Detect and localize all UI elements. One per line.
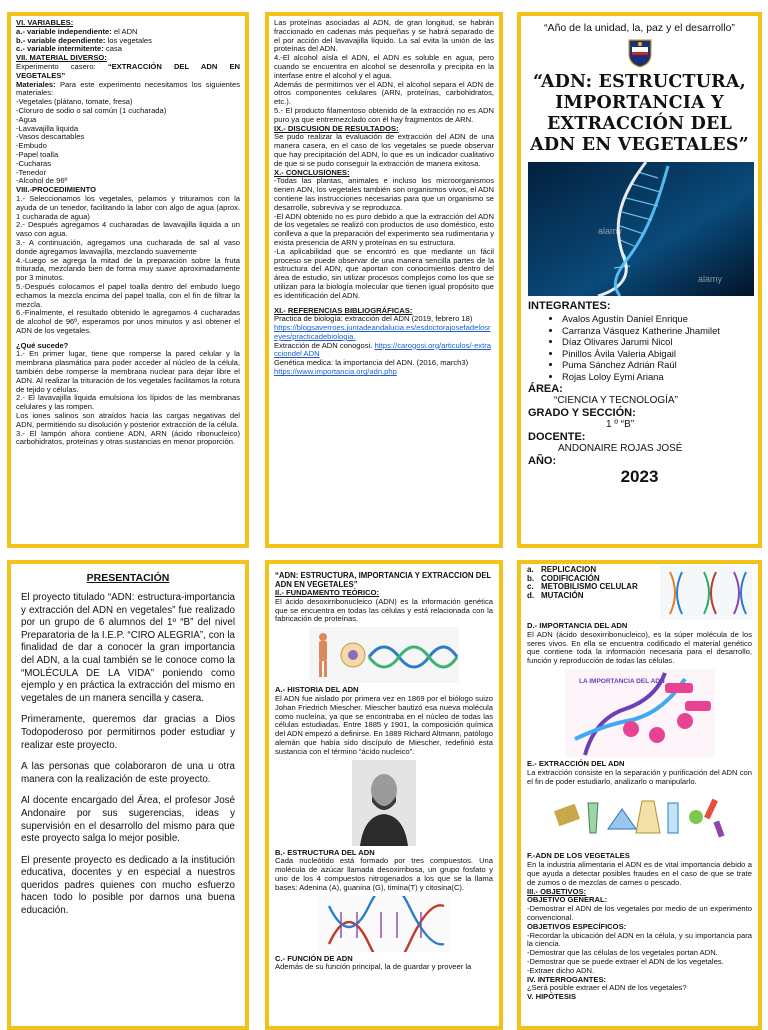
material-item: -Vegetales (plátano, tomate, fresa) bbox=[16, 97, 133, 107]
discussion-heading: IX.- DISCUSION DE RESULTADOS: bbox=[274, 123, 399, 133]
presentation-paragraph: A las personas que colaboraron de una u otra manera con la realización de este proyecto. bbox=[21, 761, 235, 785]
school-shield-icon bbox=[627, 38, 653, 68]
procedure-step: 2.- Después agregamos 4 cucharadas de lavavajilla liquida a un vaso con agua. bbox=[16, 220, 240, 239]
cover-title: “ADN: ESTRUCTURA, IMPORTANCIA Y EXTRACCIÓN DEL ADN EN VEGETALES” bbox=[530, 72, 749, 155]
experiment-label: Experimento casero: bbox=[16, 61, 108, 71]
reference-2-text: Extracción de ADN conogosi. bbox=[274, 340, 375, 350]
material-item: -Cucharas bbox=[16, 158, 52, 168]
what-happens-item: Los iones salinos son atraídos hacia las cargas negativas del ADN, permitiendo su disolución y posterior extracción de la célula. bbox=[16, 411, 240, 429]
objectives-heading: III.- OBJETIVOS: bbox=[527, 886, 587, 896]
functions-list bbox=[527, 566, 660, 620]
vegetables-heading: F.-ADN DE LOS VEGETALES bbox=[527, 851, 630, 861]
variables-heading: VI. VARIABLES: bbox=[16, 18, 74, 27]
history-text: El ADN fue aislado por primera vez en 1869 por el biólogo suizo Johan Friedrich Miescher. Miescher bautizó esa nueva molécula como nucleína, ya que se encontraba en el núcleo de todas las células estudiadas. Entre 1885 y 1901, la composición química del ADN empezó a definirse. En 1889 Richard Altmann, patólogo alemán que había sido discípulo de Miescher, redefinió esta sustancia con el término “ácido nucleico”. bbox=[275, 693, 493, 756]
theory-text: El ácido desoxirribonucleico (ADN) es la información genética que se encuentra en todas las células y está relacionada con la fabricación de proteínas. bbox=[275, 596, 493, 624]
material-item: -Lavavajilla liquida bbox=[16, 123, 79, 133]
dna-structure-diagram bbox=[319, 896, 449, 952]
discussion-text: Se pudo realizar la evaluación de extracción del ADN de una manera casera, en el caso de los vegetales se puede observar que hay precipitación del ADN, lo que es un indicador cualitativo de que si se pudo conseguir la extracción de manera exitosa. bbox=[274, 132, 494, 168]
materials-intro-text: Para este experimento necesitamos los siguientes materiales: bbox=[16, 79, 240, 98]
variable-value: casa bbox=[103, 44, 122, 54]
panel-theory bbox=[265, 560, 503, 1030]
what-happens-heading: ¿Qué sucede? bbox=[16, 340, 69, 350]
function-heading: C.- FUNCIÓN DE ADN bbox=[275, 953, 353, 963]
procedure-step: 6.-Finalmente, el resultado obtenido le agregamos 4 cucharadas de alcohol de 96º, esperamos por unos minutos y así obtener el ADN de los vegetales. bbox=[16, 308, 240, 335]
reference-1-link[interactable]: https://blogsaverroes.juntadeandalucia.es/esdoctorajosefadelosreyes/practicadebiologia. bbox=[274, 323, 491, 341]
panel-cover bbox=[517, 12, 762, 548]
members-heading: INTEGRANTES: bbox=[528, 300, 611, 312]
material-item: -Papel toalla bbox=[16, 149, 59, 159]
procedure-step: 1.- Seleccionamos los vegetales, pelamos y trituramos con la ayuda de un tenedor, facilitando la labor con algo de agua (aprox. 1 cucharada de agua) bbox=[16, 193, 240, 221]
function-label: REPLICACION bbox=[541, 565, 597, 574]
member-item: • Carranza Vásquez Katherine Jhamilet bbox=[562, 325, 751, 337]
importance-text: El ADN (ácido desoxirribonucleico), es la súper molécula de los seres vivos. En ella se encuentra codificado el material genético que contiene toda la información necesaria para el desarrollo, función y reproducción de todas las células. bbox=[527, 629, 752, 666]
general-objective-text: -Demostrar el ADN de los vegetales por medio de un experimento convencional. bbox=[527, 904, 752, 922]
conclusions-list bbox=[274, 177, 494, 300]
explanation-paragraph: 5.- El producto filamentoso obtenido de la extracción no es ADN puro ya que entremezclado con él hay fragmentos de ARN. bbox=[274, 105, 494, 124]
dna-functions-diagram bbox=[660, 566, 752, 620]
panel-discussion-conclusions bbox=[265, 12, 503, 548]
what-happens-list bbox=[16, 350, 240, 447]
members-list bbox=[528, 313, 751, 382]
dna-importance-diagram bbox=[565, 669, 715, 757]
year-value: 2023 bbox=[620, 467, 659, 486]
member-item: • Avalos Agustín Daniel Enrique bbox=[562, 313, 751, 325]
dna-extraction-diagram bbox=[550, 789, 730, 849]
function-index: c. bbox=[527, 582, 534, 592]
structure-text: Cada nucleótido está formado por tres compuestos. Una molécula de azúcar llamada desoxirribosa, un grupo fosfato y uno de los 4 compuestos nitrogenados a los que se la llama bases: Adenina (A), guanina (G), timina(T) y citosina(C). bbox=[275, 856, 493, 892]
extraction-heading: E.- EXTRACCIÓN DEL ADN bbox=[527, 758, 625, 768]
panel-variables-procedure bbox=[7, 12, 249, 548]
references-heading: XI.- REFERENCIAS BIBLIOGRÁFICAS: bbox=[274, 305, 413, 315]
teacher-value: ANDONAIRE ROJAS JOSÉ bbox=[558, 443, 683, 454]
experiment-name: “EXTRACCIÓN DEL ADN EN VEGETALES” bbox=[16, 61, 240, 80]
reference-2 bbox=[274, 342, 494, 360]
area-value: “CIENCIA Y TECNOLOGÍA” bbox=[554, 395, 678, 406]
presentation-paragraph: El presente proyecto es dedicado a la institución educativa, docentes y en especial a nuestros queridos padres quienes con mucho esfuerzo hacen todo lo posible por darnos una buena educación. bbox=[21, 854, 235, 917]
what-happens-item: 2.- El lavavajilla liquida emulsiona los lípidos de las membranas celulares y las rompen. bbox=[16, 393, 240, 412]
procedure-step: 4.-Luego se agrega la mitad de la preparación sobre la fruta triturada, mezclando bien de forma muy suave aproximadamente por 3 minutos. bbox=[16, 255, 240, 283]
question-1: ¿Será posible extraer el ADN de los vegetales? bbox=[527, 983, 687, 993]
functions-row bbox=[527, 566, 752, 620]
specific-objectives-list bbox=[527, 932, 752, 976]
watermark-label: alamy bbox=[598, 226, 623, 236]
miescher-portrait-image bbox=[352, 760, 416, 846]
materials-list bbox=[16, 98, 240, 186]
human-dna-diagram bbox=[309, 627, 459, 683]
general-objective-heading: OBJETIVO GENERAL: bbox=[527, 895, 608, 905]
conclusions-heading: X.- CONCLUSIONES: bbox=[274, 167, 350, 177]
explanation-paragraph: Además de permitirnos ver el ADN, el alcohol separa el ADN de otros componentes celulares (ARN, proteínas, carbohidratos, etc.). bbox=[274, 79, 494, 107]
importance-heading: D.- IMPORTANCIA DEL ADN bbox=[527, 621, 628, 630]
member-item: • Díaz Olivares Jarumi Nicol bbox=[562, 336, 751, 348]
grade-value: 1 º “B” bbox=[606, 419, 635, 430]
function-item bbox=[527, 592, 660, 601]
reference-3-link[interactable]: https://www.importancia.org/adn.php bbox=[274, 367, 397, 377]
conclusion-item: -Todas las plantas, animales e incluso los microorganismos tienen ADN, los vegetales también son organismos vivos, el ADN contiene las instrucciones necesarias para que un organismo se desarrolle, sobreviva y se reproduzca. bbox=[274, 176, 494, 212]
theory-heading: II.- FUNDAMENTO TEÓRICO: bbox=[275, 588, 380, 597]
reference-2-link[interactable]: https://carogosi.org/articulos/-extracciondel ADN bbox=[274, 340, 491, 359]
theory-title: “ADN: ESTRUCTURA, IMPORTANCIA Y EXTRACCION DEL ADN EN VEGETALES” bbox=[275, 571, 492, 589]
material-item: -Alcohol de 96º bbox=[16, 176, 68, 186]
presentation-heading: PRESENTACIÓN bbox=[86, 572, 170, 584]
specific-objective-item: -Recordar la ubicación del ADN en la célula, y su importancia para la ciencia. bbox=[527, 930, 752, 949]
experiment-title bbox=[16, 63, 240, 81]
what-happens-item: 3.- El lampón ahora contiene ADN, ARN (ácido ribonucleico) carbohidratos, proteínas y otras sustancias en menor proporción. bbox=[16, 428, 240, 447]
function-index: b. bbox=[527, 573, 535, 583]
reference-3: Genética medica: la importancia del ADN. (2016, march3) bbox=[274, 358, 469, 368]
member-item: • Pinillos Ávila Valeria Abigail bbox=[562, 348, 751, 360]
member-item: • Puma Sánchez Adrián Raúl bbox=[562, 359, 751, 371]
procedure-heading: VIII.-PROCEDIMIENTO bbox=[16, 185, 97, 195]
material-item: -Cloruro de sodio o sal común (1 cucharada) bbox=[16, 105, 167, 115]
member-item: • Rojas Loloy Eymi Ariana bbox=[562, 371, 751, 383]
procedure-step: 3.- A continuación, agregamos una cucharada de sal al vaso donde agregamos lavavajilla, mezclando suavemente bbox=[16, 237, 240, 256]
function-text: Además de su función principal, la de guardar y proveer la bbox=[275, 962, 472, 972]
specific-objectives-heading: OBJETIVOS ESPECÍFICOS: bbox=[527, 921, 627, 931]
procedure-step: 5.-Después colocamos el papel toalla dentro del embudo luego echamos la mezcla encima del papel toalla, con el fin de filtrar la mezcla. bbox=[16, 281, 240, 309]
materials-heading: VII. MATERIAL DIVERSO: bbox=[16, 53, 107, 63]
structure-heading: B.- ESTRUCTURA DEL ADN bbox=[275, 847, 375, 857]
function-label: METOBILISMO CELULAR bbox=[541, 582, 638, 592]
material-item: -Agua bbox=[16, 114, 37, 124]
function-index: d. bbox=[527, 590, 535, 600]
variable-label: b.- variable dependiente: bbox=[16, 35, 106, 45]
panel-importance-objectives bbox=[517, 560, 762, 1030]
variable-value: los vegetales bbox=[105, 35, 152, 45]
conclusion-item: -La aplicabilidad que se encontró es que mediante un fácil proceso se puede observar de una manera sencilla partes de la estructura del ADN, que aportan con conocimientos dentro del área de estudio, sin utilizar procesos complejos como los que se utilizan para la biología molecular que tienen igual propósito que es identificación del ADN. bbox=[274, 246, 494, 300]
importance-image-label: LA IMPORTANCIA DEL ADN bbox=[578, 677, 665, 685]
teacher-heading: DOCENTE: bbox=[528, 431, 586, 443]
questions-heading: IV. INTERROGANTES: bbox=[527, 974, 607, 984]
continued-explanation bbox=[274, 19, 494, 125]
function-label: MUTACIÓN bbox=[541, 590, 584, 600]
presentation-paragraphs bbox=[21, 592, 235, 918]
specific-objective-item: -Demostrar que las células de los vegetales portan ADN. bbox=[527, 948, 718, 958]
procedure-steps bbox=[16, 195, 240, 336]
variable-label: a.- variable independiente: bbox=[16, 26, 112, 36]
function-label: CODIFICACIÓN bbox=[541, 573, 600, 583]
explanation-paragraph: 4.-El alcohol aísla el ADN, el ADN es soluble en agua, pero cuando se encuentra en alcohol se desenrolla y precipita en la interfase entre el alcohol y el agua. bbox=[274, 53, 494, 80]
reference-1: Practica de biología: extracción del ADN (2019, febrero 18) bbox=[274, 314, 473, 324]
vegetables-text: En la industria alimentaria el ADN es de vital importancia debido a que ayuda a detectar posibles fraudes en el caso de que se trate de zumos o de mezclas de carnes o pescado. bbox=[527, 860, 752, 887]
history-heading: A.- HISTORIA DEL ADN bbox=[275, 685, 359, 695]
grade-heading: GRADO Y SECCIÓN: bbox=[528, 407, 636, 419]
conclusion-item: -El ADN obtenido no es puro debido a que la extracción del ADN de los vegetales se realizó con productos de uso doméstico, esto conlleva a que la preparación del experimento sea rudimentaria y exista presencia de ARN y proteínas en su estructura. bbox=[274, 211, 494, 247]
hypothesis-heading: V. HIPÓTESIS bbox=[527, 992, 577, 1002]
extraction-text: La extracción consiste en la separación y purificación del ADN con el fin de poder estudiarlo, analizarlo o manipularlo. bbox=[527, 767, 752, 786]
presentation-paragraph: Primeramente, queremos dar gracias a Dios Todopoderoso por permitirnos poder estudiar y realizar este proyecto. bbox=[21, 714, 235, 751]
presentation-paragraph: Al docente encargado del Área, el profesor José Andonaire por sus sugerencias, ideas y supervisión en el desarrollo del mismo para que este proyecto salga lo mejor posible. bbox=[21, 795, 235, 845]
materials-label: Materiales: bbox=[16, 79, 56, 89]
presentation-paragraph: El proyecto titulado “ADN: estructura-importancia y extracción del ADN en vegetales” fue realizado por un grupo de 6 alumnos del 1º “B” del nivel Preparatoria de la I.E.P. “CIRO ALEGRIA”, con la finalidad de dar a conocer la gran importancia del ADN, a la cual también se le conoce como la “MOLÉCULA DE LA VIDA” poniendo como ejemplo y en práctica la extracción del mismo en vegetales de un manera sencilla y casera. bbox=[21, 592, 235, 704]
material-item: -Embudo bbox=[16, 141, 47, 151]
material-item: -Vasos descartables bbox=[16, 132, 85, 142]
dna-helix-image bbox=[528, 162, 754, 296]
variable-value: el ADN bbox=[111, 26, 138, 36]
panel-presentation bbox=[7, 560, 249, 1030]
area-heading: ÁREA: bbox=[528, 383, 563, 395]
variable-label: c.- variable intermitente: bbox=[16, 44, 104, 54]
materials-intro bbox=[16, 81, 240, 99]
material-item: -Tenedor bbox=[16, 167, 46, 177]
year-motto: “Año de la unidad, la, paz y el desarrollo” bbox=[544, 22, 735, 34]
explanation-paragraph: Las proteínas asociadas al ADN, de gran longitud, se habrán fraccionado en cadenas más pequeñas y se habrá separado de el por acción del lavavajilla líquido. La sal evita la unión de las proteínas del ADN. bbox=[274, 18, 494, 54]
specific-objective-item: -Demostrar que se puede extraer el ADN de los vegetales. bbox=[527, 956, 724, 966]
what-happens-item: 1.- En primer lugar, tiene que romperse la pared celular y la membrana plasmática para poder acceder al núcleo de la célula, también debe romperse la membrana nuclear para dejar libre el ADN. Al realizar la trituración de los vegetales facilitamos la rotura de tejido y células. bbox=[16, 349, 240, 394]
specific-objective-item: -Extraer dicho ADN. bbox=[527, 965, 595, 975]
function-index: a. bbox=[527, 565, 534, 574]
watermark-label: alamy bbox=[698, 274, 723, 284]
year-heading: AÑO: bbox=[528, 455, 557, 467]
